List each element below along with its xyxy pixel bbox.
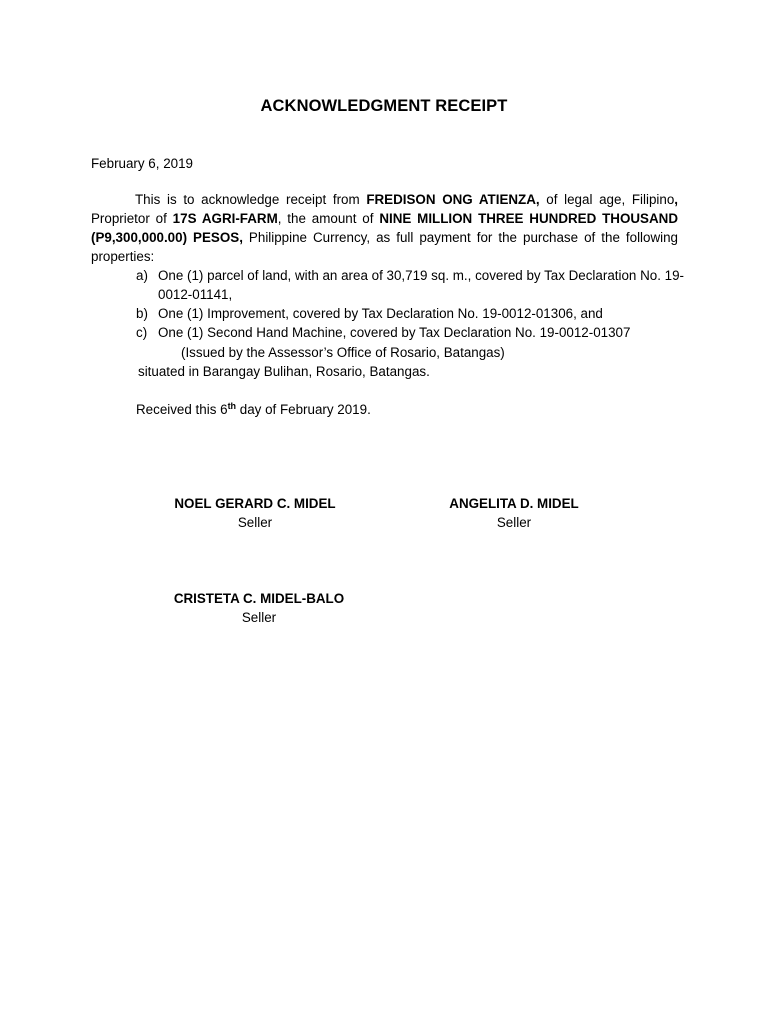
paragraph-text: , the amount of — [277, 211, 380, 226]
received-line — [136, 400, 371, 419]
issued-note: (Issued by the Assessor’s Office of Rosario, Batangas) — [181, 345, 505, 360]
list-item — [136, 304, 696, 323]
list-item-marker: a) — [136, 268, 148, 283]
paragraph-comma: , — [674, 192, 678, 207]
signature-block-seller-3 — [170, 589, 348, 627]
paragraph-text: This is to acknowledge receipt from — [135, 192, 367, 207]
signatory-role: Seller — [496, 515, 532, 530]
received-suffix: day of February 2019. — [236, 402, 371, 417]
paragraph-text: of legal age, Filipino — [539, 192, 675, 207]
list-item-text: One (1) Second Hand Machine, covered by Tax Declaration No. 19-0012-01307 — [158, 325, 631, 340]
signatory-role: Seller — [241, 610, 277, 625]
list-item-marker: c) — [136, 325, 148, 340]
amount-in-words: NINE MILLION THREE HUNDRED THOUSAND (P9,300,000.00) PESOS, — [91, 211, 678, 245]
list-item — [136, 266, 696, 304]
payer-name: FREDISON ONG ATIENZA, — [366, 192, 540, 207]
document-date: February 6, 2019 — [91, 156, 193, 171]
paragraph-text: Philippine Currency, as full payment for the purchase of the following properties: — [91, 230, 679, 264]
list-item-marker: b) — [136, 306, 148, 321]
business-name: 17S AGRI-FARM — [172, 211, 278, 226]
signatory-role: Seller — [237, 515, 273, 530]
signatory-name: ANGELITA D. MIDEL — [449, 496, 579, 511]
acknowledgment-paragraph — [91, 190, 678, 266]
received-superscript: th — [227, 401, 237, 411]
signatory-name: CRISTETA C. MIDEL-BALO — [173, 591, 345, 606]
property-list — [136, 266, 696, 342]
received-prefix: Received this 6 — [136, 402, 228, 417]
signature-block-seller-1 — [170, 494, 340, 532]
list-item-text: One (1) parcel of land, with an area of 30,719 sq. m., covered by Tax Declaration No. 19-0012-01141, — [158, 268, 684, 302]
paragraph-text: Proprietor of — [91, 211, 173, 226]
signatory-name: NOEL GERARD C. MIDEL — [174, 496, 336, 511]
list-item-text: One (1) Improvement, covered by Tax Declaration No. 19-0012-01306, and — [158, 306, 603, 321]
situated-note: situated in Barangay Bulihan, Rosario, Batangas. — [138, 364, 430, 379]
document-title: ACKNOWLEDGMENT RECEIPT — [260, 97, 508, 115]
list-item — [136, 323, 696, 342]
signature-block-seller-2 — [440, 494, 588, 532]
